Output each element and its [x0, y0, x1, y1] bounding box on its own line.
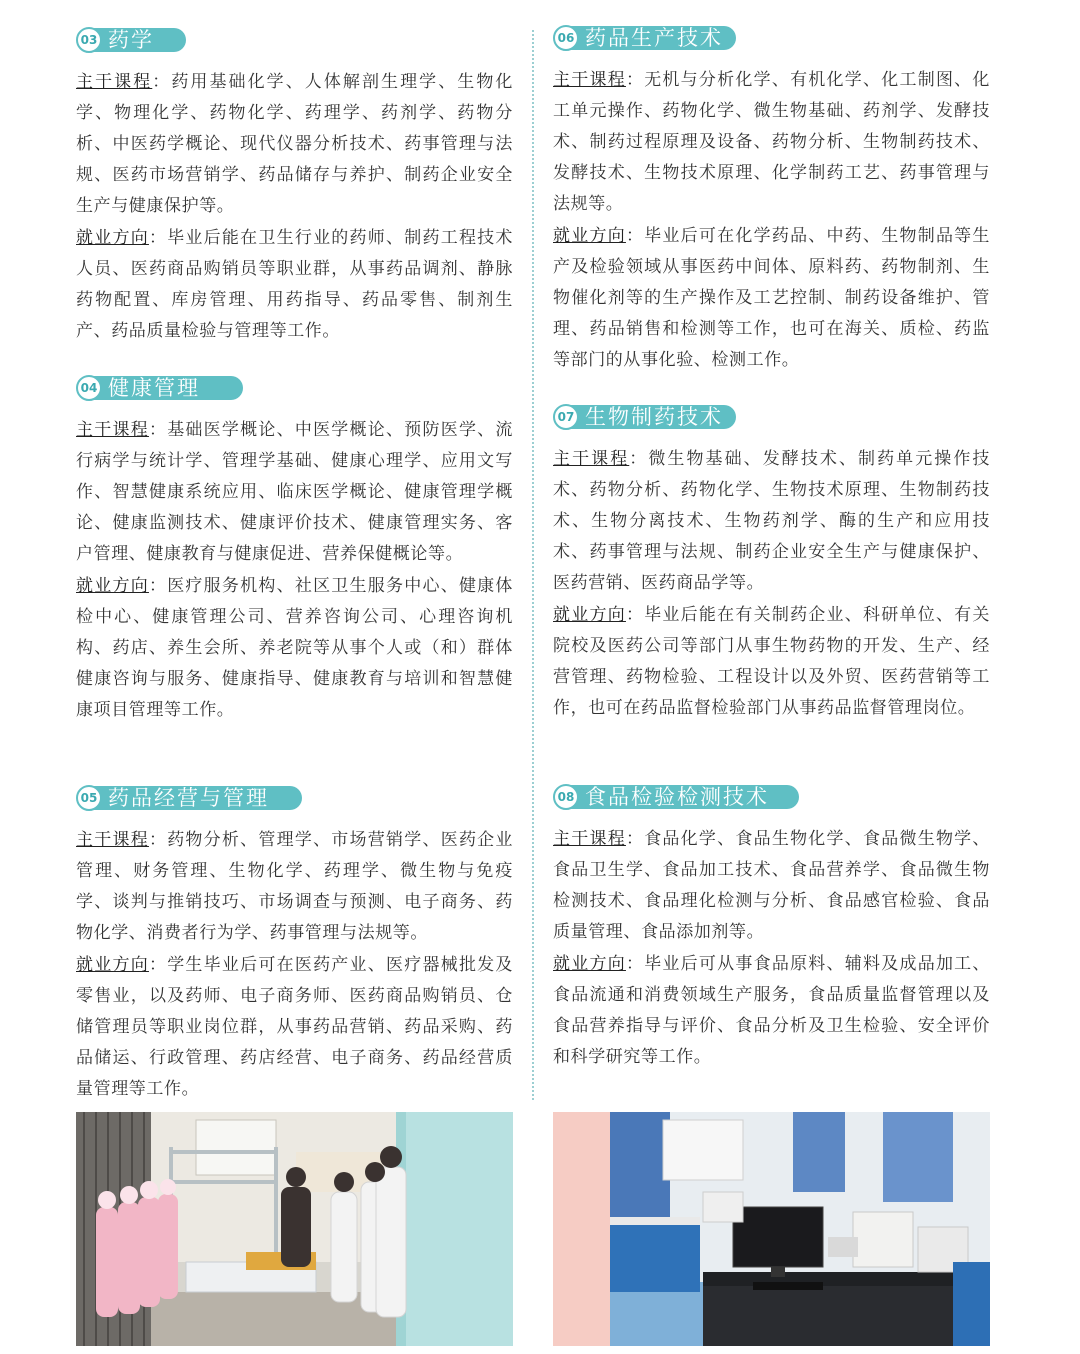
course-paragraph [76, 825, 513, 949]
laboratory-illustration [553, 1112, 990, 1346]
job-paragraph [553, 221, 990, 376]
section-drug-business [76, 785, 513, 1105]
section-heading [76, 375, 233, 401]
course-paragraph [553, 824, 990, 948]
course-text: ：药用基础化学、人体解剖生理学、生物化学、物理化学、药物化学、药理学、药剂学、药物分析、中医药学概论、现代仪器分析技术、药事管理与法规、医药市场营销学、药品储存与养护、制药企业安全生产与健康保护等。 [76, 72, 513, 216]
job-label: 就业方向 [76, 576, 149, 596]
job-paragraph [553, 600, 990, 724]
section-heading [76, 27, 176, 53]
course-paragraph [76, 67, 513, 222]
section-food-testing [553, 784, 990, 1073]
job-paragraph [76, 223, 513, 347]
job-paragraph [76, 950, 513, 1105]
course-text: ：药物分析、管理学、市场营销学、医药企业管理、财务管理、生物化学、药理学、微生物与免疫学、谈判与推销技巧、市场调查与预测、电子商务、药物化学、消费者行为学、药事管理与法规等。 [76, 830, 514, 943]
job-label: 就业方向 [76, 228, 149, 248]
course-text: ：无机与分析化学、有机化学、化工制图、化工单元操作、药物化学、微生物基础、药剂学、发酵技术、制药过程原理及设备、药物分析、生物制药技术、发酵技术、生物技术原理、化学制药工艺、药事管理与法规等。 [553, 70, 991, 214]
course-paragraph [553, 444, 990, 599]
job-label: 就业方向 [553, 605, 626, 625]
section-heading [553, 25, 726, 51]
section-drug-production [553, 25, 990, 376]
section-title: 生物制药技术 [585, 405, 723, 429]
course-label: 主干课程 [76, 72, 153, 92]
job-label: 就业方向 [553, 226, 626, 246]
section-pharmacy [76, 27, 513, 347]
course-text: ：微生物基础、发酵技术、制药单元操作技术、药物分析、药物化学、生物技术原理、生物制药技术、生物分离技术、生物药剂学、酶的生产和应用技术、药事管理与法规、制药企业安全生产与健康保护、医药营销、医药商品学等。 [553, 449, 990, 593]
nursing-training-photo [76, 1112, 513, 1346]
section-number-badge: 07 [553, 404, 579, 430]
job-text: ：毕业后可在化学药品、中药、生物制品等生产及检验领域从事医药中间体、原料药、药物制剂、生物催化剂等的生产操作及工艺控制、制药设备维护、管理、药品销售和检测等工作，也可在海关、质检、药监等部门的从事化验、检测工作。 [553, 226, 991, 370]
section-title: 药学 [108, 28, 154, 52]
course-paragraph [553, 65, 990, 220]
course-text: ：食品化学、食品生物化学、食品微生物学、食品卫生学、食品加工技术、食品营养学、食品微生物检测技术、食品理化检测与分析、食品感官检验、食品质量管理、食品添加剂等。 [553, 829, 991, 942]
course-label: 主干课程 [76, 420, 149, 440]
course-label: 主干课程 [553, 829, 626, 849]
section-heading [553, 404, 726, 430]
section-number-badge: 05 [76, 785, 102, 811]
job-text: ：毕业后可从事食品原料、辅料及成品加工、食品流通和消费领域生产服务，食品质量监督管理以及食品营养指导与评价、食品分析及卫生检验、安全评价和科学研究等工作。 [553, 954, 991, 1067]
job-text: ：毕业后能在卫生行业的药师、制药工程技术人员、医药商品购销员等职业群，从事药品调剂、静脉药物配置、库房管理、用药指导、药品零售、制剂生产、药品质量检验与管理等工作。 [76, 228, 514, 341]
laboratory-photo [553, 1112, 990, 1346]
section-health-management [76, 375, 513, 726]
job-paragraph [76, 571, 513, 726]
course-text: ：基础医学概论、中医学概论、预防医学、流行病学与统计学、管理学基础、健康心理学、应用文写作、智慧健康系统应用、临床医学概论、健康管理学概论、健康监测技术、健康评价技术、健康管理实务、客户管理、健康教育与健康促进、营养保健概论等。 [76, 420, 514, 564]
section-title: 药品生产技术 [585, 26, 723, 50]
job-label: 就业方向 [76, 955, 149, 975]
section-title: 健康管理 [108, 376, 200, 400]
section-number-badge: 08 [553, 784, 579, 810]
section-title: 食品检验检测技术 [585, 785, 769, 809]
course-label: 主干课程 [553, 449, 630, 469]
course-label: 主干课程 [553, 70, 626, 90]
course-label: 主干课程 [76, 830, 149, 850]
job-text: ：毕业后能在有关制药企业、科研单位、有关院校及医药公司等部门从事生物药物的开发、生产、经营管理、药物检验、工程设计以及外贸、医药营销等工作，也可在药品监督检验部门从事药品监督管理岗位。 [553, 605, 991, 718]
column-divider [532, 30, 534, 1100]
section-number-badge: 03 [76, 27, 102, 53]
section-biopharma [553, 404, 990, 724]
section-heading [553, 784, 789, 810]
job-text: ：学生毕业后可在医药产业、医疗器械批发及零售业，以及药师、电子商务师、医药商品购销员、仓储管理员等职业岗位群，从事药品营销、药品采购、药品储运、行政管理、药店经营、电子商务、药品经营质量管理等工作。 [76, 955, 514, 1099]
job-text: ：医疗服务机构、社区卫生服务中心、健康体检中心、健康管理公司、营养咨询公司、心理咨询机构、药店、养生会所、养老院等从事个人或（和）群体健康咨询与服务、健康指导、健康教育与培训和智慧健康项目管理等工作。 [76, 576, 514, 720]
course-paragraph [76, 415, 513, 570]
section-title: 药品经营与管理 [108, 786, 269, 810]
section-heading [76, 785, 292, 811]
job-paragraph [553, 949, 990, 1073]
nursing-training-illustration [76, 1112, 513, 1346]
section-number-badge: 06 [553, 25, 579, 51]
section-number-badge: 04 [76, 375, 102, 401]
job-label: 就业方向 [553, 954, 626, 974]
